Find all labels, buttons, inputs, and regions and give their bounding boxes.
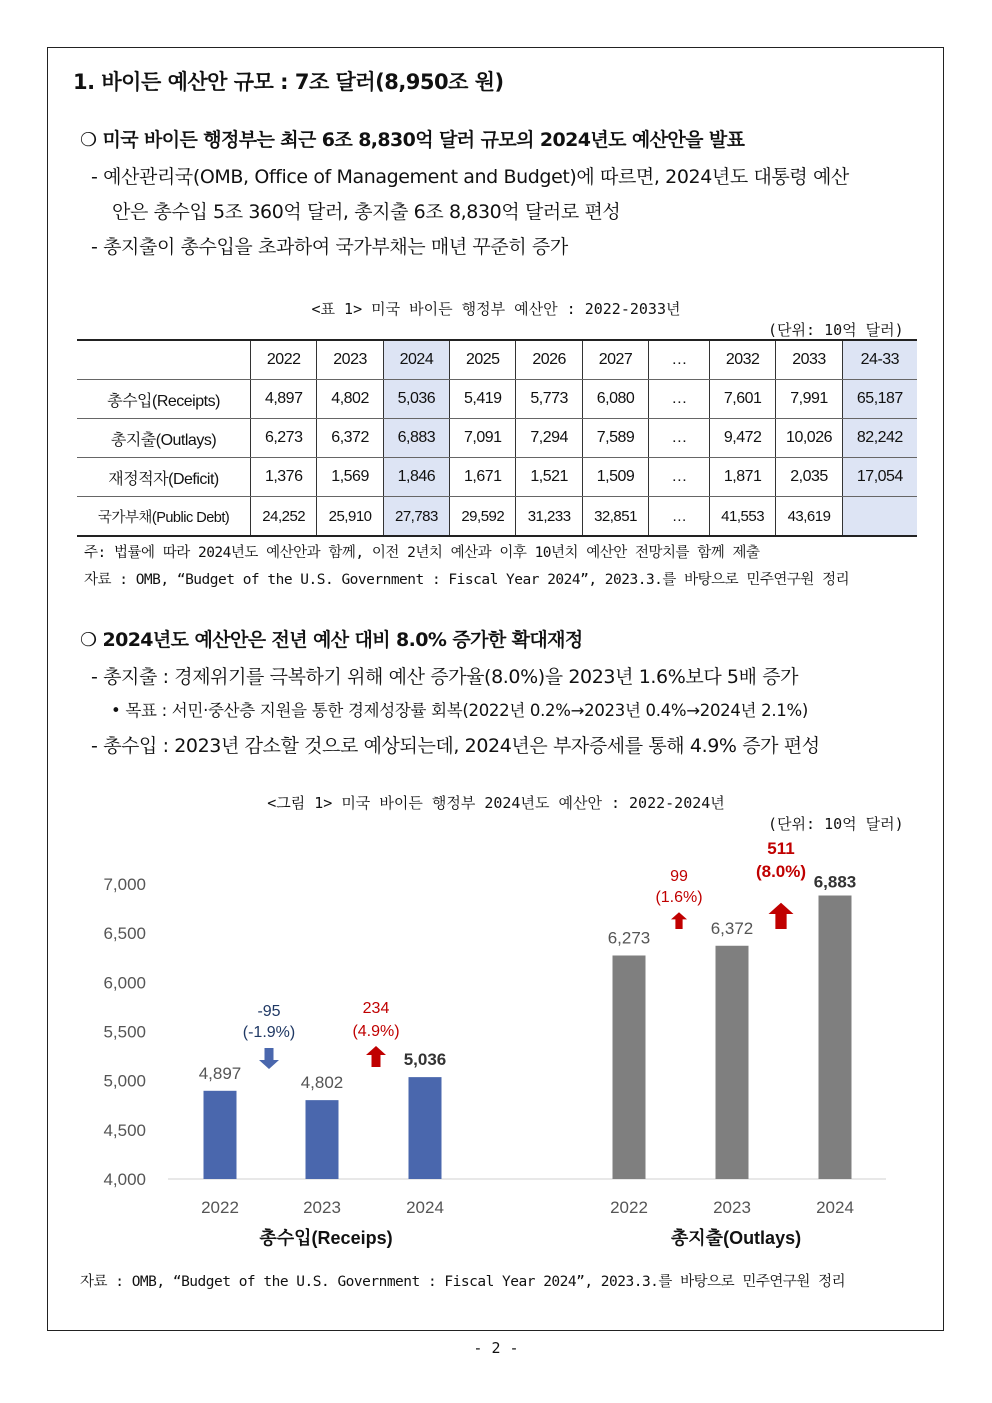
table-note: 주: 법률에 따라 2024년도 예산안과 함께, 이전 2년치 예산과 이후 10년치 예산안 전망치를 함께 제출 (84, 545, 760, 561)
table-cell: 4,897 (251, 380, 317, 419)
table-cell: 25,910 (317, 497, 383, 537)
table-cell: 2,035 (776, 458, 842, 497)
bar-value-label: 6,273 (607, 928, 651, 948)
table-cell: 5,773 (516, 380, 582, 419)
sub-bullet-goal: • 목표 : 서민·중산층 지원을 통한 경제성장률 회복(2022년 0.2%→2023년 0.4%→2024년 2.1%) (111, 701, 808, 720)
arrow-up-icon (366, 1046, 386, 1067)
table-cell: 1,509 (582, 458, 648, 497)
table-cell: 10,026 (776, 419, 842, 458)
table-source: 자료 : OMB, “Budget of the U.S. Government : Fiscal Year 2024”, 2023.3.를 바탕으로 민주연구원 정리 (84, 572, 850, 588)
dash-4: - 총수입 : 2023년 감소할 것으로 예상되는데, 2024년은 부자증세를 통해 4.9% 증가 편성 (91, 735, 820, 757)
table-cell: 27,783 (383, 497, 449, 537)
table-cell: 7,601 (709, 380, 775, 419)
table-cell: 6,883 (383, 419, 449, 458)
table-cell: 6,273 (251, 419, 317, 458)
table-cell: 6,080 (582, 380, 648, 419)
x-tick-label: 2023 (713, 1198, 751, 1217)
y-tick-label: 6,500 (103, 924, 146, 944)
table-cell: … (649, 380, 710, 419)
bullet-1: ❍ 미국 바이든 행정부는 최근 6조 8,830억 달러 규모의 2024년도 예산안을 발표 (80, 129, 745, 151)
table-header-cell: 2032 (709, 340, 775, 380)
table-header-cell: 2027 (582, 340, 648, 380)
x-tick-label: 2022 (610, 1198, 648, 1217)
table-header-cell: 2024 (383, 340, 449, 380)
y-tick-label: 7,000 (103, 875, 146, 894)
change-pct-label: (-1.9%) (242, 1024, 296, 1041)
table-cell (842, 497, 917, 537)
change-value-label: 511 (767, 839, 795, 858)
group-title: 총수입(Receips) (259, 1228, 393, 1248)
table-header-cell: 2033 (776, 340, 842, 380)
table-row (77, 497, 917, 537)
table-cell: 5,036 (383, 380, 449, 419)
bar (819, 896, 852, 1179)
table-header-cell: … (649, 340, 710, 380)
table-cell: 43,619 (776, 497, 842, 537)
arrow-up-icon (671, 912, 687, 929)
y-tick-label: 4,500 (103, 1120, 146, 1140)
table-cell: 1,521 (516, 458, 582, 497)
x-tick-label: 2023 (303, 1198, 341, 1217)
table-cell: … (649, 458, 710, 497)
table-cell: 7,091 (450, 419, 516, 458)
change-pct-label: (8.0%) (755, 862, 807, 881)
change-value-label: 234 (362, 1000, 390, 1017)
budget-table (77, 339, 917, 537)
table-cell: 9,472 (709, 419, 775, 458)
table-cell: … (649, 497, 710, 537)
bar (306, 1100, 339, 1179)
table-cell: … (649, 419, 710, 458)
table-cell: 29,592 (450, 497, 516, 537)
table-cell: 31,233 (516, 497, 582, 537)
table-header-cell: 2025 (450, 340, 516, 380)
table-cell: 4,802 (317, 380, 383, 419)
table-header-cell: 24-33 (842, 340, 917, 380)
table-header-cell: 2023 (317, 340, 383, 380)
arrow-up-icon (769, 903, 794, 929)
table-unit: (단위: 10억 달러) (768, 321, 904, 339)
y-tick-label: 5,000 (103, 1071, 146, 1091)
table-header-cell: 2026 (516, 340, 582, 380)
page-number: - 2 - (473, 1339, 519, 1357)
bar (409, 1077, 442, 1179)
dash-3: - 총지출 : 경제위기를 극복하기 위해 예산 증가율(8.0%)을 2023년 1.6%보다 5배 증가 (91, 666, 799, 688)
x-tick-label: 2022 (201, 1198, 239, 1217)
dash-1a: - 예산관리국(OMB, Office of Management and Budget)에 따르면, 2024년도 대통령 예산 (91, 166, 849, 188)
table-row-label: 국가부채(Public Debt) (77, 497, 251, 537)
x-tick-label: 2024 (406, 1198, 444, 1217)
table-cell: 32,851 (582, 497, 648, 537)
figure-source: 자료 : OMB, “Budget of the U.S. Government : Fiscal Year 2024”, 2023.3.를 바탕으로 민주연구원 정리 (80, 1274, 846, 1290)
table-row-label: 총수입(Receipts) (77, 380, 251, 419)
group-title: 총지출(Outlays) (670, 1228, 802, 1248)
bar-value-label: 5,036 (403, 1050, 447, 1070)
budget-chart (0, 830, 992, 1260)
section-title: 1. 바이든 예산안 규모 : 7조 달러(8,950조 원) (73, 70, 504, 94)
table-cell: 6,372 (317, 419, 383, 458)
table-cell: 82,242 (842, 419, 917, 458)
table-cell: 7,991 (776, 380, 842, 419)
table-cell: 1,846 (383, 458, 449, 497)
figure-caption: <그림 1> 미국 바이든 행정부 2024년도 예산안 : 2022-2024년 (267, 794, 725, 812)
table-cell: 65,187 (842, 380, 917, 419)
figure-unit: (단위: 10억 달러) (768, 815, 904, 833)
change-pct-label: (4.9%) (352, 1023, 400, 1040)
table-cell: 7,589 (582, 419, 648, 458)
y-tick-label: 6,000 (103, 973, 146, 993)
table-row (77, 380, 917, 419)
bar (716, 946, 749, 1179)
change-value-label: 99 (670, 868, 688, 885)
bar-value-label: 4,897 (198, 1063, 242, 1083)
dash-1b: 안은 총수입 5조 360억 달러, 총지출 6조 8,830억 달러로 편성 (112, 201, 621, 223)
table-header-cell: 2022 (251, 340, 317, 380)
bullet-2: ❍ 2024년도 예산안은 전년 예산 대비 8.0% 증가한 확대재정 (80, 629, 583, 651)
arrow-down-icon (259, 1048, 279, 1069)
table-header-row (77, 340, 917, 380)
bar-value-label: 6,372 (710, 918, 754, 938)
bar (613, 955, 646, 1179)
table-cell: 24,252 (251, 497, 317, 537)
table-cell: 5,419 (450, 380, 516, 419)
change-pct-label: (1.6%) (655, 889, 703, 906)
table-caption: <표 1> 미국 바이든 행정부 예산안 : 2022-2033년 (311, 300, 681, 318)
x-tick-label: 2024 (816, 1198, 854, 1217)
table-cell: 1,671 (450, 458, 516, 497)
table-cell: 17,054 (842, 458, 917, 497)
table-row (77, 458, 917, 497)
table-cell: 41,553 (709, 497, 775, 537)
table-cell: 1,871 (709, 458, 775, 497)
table-header-cell (77, 340, 251, 380)
y-tick-label: 4,000 (103, 1170, 146, 1189)
table-row (77, 419, 917, 458)
table-row-label: 재정적자(Deficit) (77, 458, 251, 497)
bar (204, 1091, 237, 1179)
dash-2: - 총지출이 총수입을 초과하여 국가부채는 매년 꾸준히 증가 (91, 236, 568, 258)
bar-value-label: 6,883 (813, 872, 857, 892)
change-value-label: -95 (257, 1003, 281, 1020)
table-row-label: 총지출(Outlays) (77, 419, 251, 458)
table-cell: 1,376 (251, 458, 317, 497)
table-cell: 1,569 (317, 458, 383, 497)
bar-value-label: 4,802 (300, 1073, 344, 1093)
y-tick-label: 5,500 (103, 1022, 146, 1042)
table-cell: 7,294 (516, 419, 582, 458)
